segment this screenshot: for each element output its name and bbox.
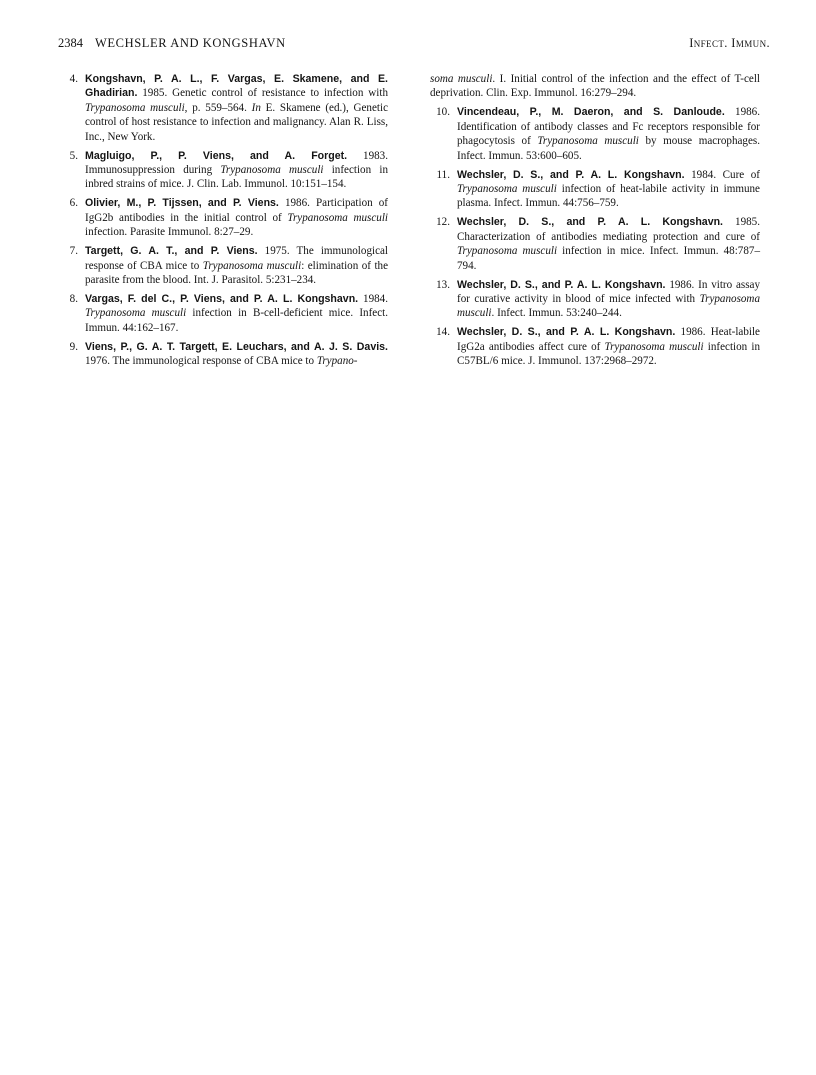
reference-entry [58, 244, 388, 287]
reference-number: 12. [436, 216, 450, 229]
reference-text: 1985. Genetic control of resistance to infection with [137, 87, 388, 100]
reference-entry [430, 168, 760, 211]
reference-number: 7. [69, 245, 78, 258]
reference-entry [58, 196, 388, 239]
reference-entry [58, 149, 388, 192]
reference-italic-text: soma musculi [430, 73, 493, 85]
reference-text: 1984. [358, 293, 388, 306]
reference-italic-text: Trypano- [316, 355, 358, 368]
reference-text: 1975. The immunological response of CBA mice to [85, 245, 388, 272]
reference-text: infection in mice. Infect. Immun. 48:787–794. [457, 245, 760, 272]
reference-text: 1986. Heat-labile IgG2a antibodies affect cure of [457, 326, 760, 353]
reference-italic-text: Trypanosoma musculi [287, 211, 388, 224]
reference-italic-text: Trypanosoma musculi [202, 259, 302, 272]
reference-authors: Vincendeau, P., M. Daeron, and S. Danloude. [457, 106, 725, 119]
reference-text: infection in C57BL/6 mice. J. Immunol. 137:2968–2972. [457, 340, 760, 368]
reference-italic-text: Trypanosoma musculi [604, 340, 704, 353]
running-authors: WECHSLER AND KONGSHAVN [95, 36, 286, 50]
reference-entry [58, 292, 388, 335]
reference-number: 4. [69, 73, 78, 85]
reference-authors: Kongshavn, P. A. L., F. Vargas, E. Skamene, and E. Ghadirian. [85, 73, 388, 100]
reference-italic-text: Trypanosoma musculi [85, 101, 185, 114]
reference-italic-text: Trypanosoma musculi [220, 164, 324, 177]
reference-italic-text: Trypanosoma musculi [85, 307, 187, 320]
reference-authors: Targett, G. A. T., and P. Viens. [85, 245, 258, 258]
reference-entry [430, 278, 760, 321]
reference-entry [58, 340, 388, 369]
reference-authors: Olivier, M., P. Tijssen, and P. Viens. [85, 197, 279, 210]
reference-text: . I. Initial control of the infection and the effect of T-cell deprivation. Clin. Exp. Immunol. 16:279–294. [430, 73, 760, 100]
journal-name: Infect. Immun. [689, 36, 770, 50]
references-right-column [430, 72, 760, 373]
reference-text: infection of heat-labile activity in immune plasma. Infect. Immun. 44:756–759. [457, 183, 760, 210]
reference-italic-text: Trypanosoma musculi [537, 135, 639, 148]
reference-text: E. Skamene (ed.), Genetic control of host resistance to infection and malignancy. Alan R. Liss, Inc., New York. [85, 101, 388, 143]
reference-authors: Vargas, F. del C., P. Viens, and P. A. L. Kongshavn. [85, 293, 359, 306]
reference-authors: Wechsler, D. S., and P. A. L. Kongshavn. [457, 168, 685, 181]
reference-authors: Wechsler, D. S., and P. A. L. Kongshavn. [457, 216, 723, 229]
reference-number: 9. [69, 340, 78, 353]
reference-number: 5. [69, 149, 78, 162]
running-header [58, 36, 770, 56]
reference-authors: Wechsler, D. S., and P. A. L. Kongshavn. [457, 278, 666, 291]
reference-italic-text: Trypanosoma musculi [457, 245, 558, 258]
reference-text: 1983. Immunosuppression during [85, 149, 388, 177]
reference-number: 10. [436, 106, 450, 119]
references-left-column [58, 72, 388, 373]
reference-number: 6. [69, 197, 78, 210]
reference-number: 8. [69, 293, 78, 306]
page-number: 2384 [58, 36, 83, 50]
reference-authors: Magluigo, P., P. Viens, and A. Forget. [85, 149, 348, 162]
reference-text: 1976. The immunological response of CBA mice to [85, 355, 317, 368]
reference-italic-text: Trypanosoma musculi [457, 183, 557, 196]
reference-text: , p. 559–564. [184, 101, 252, 114]
reference-number: 14. [436, 326, 450, 339]
reference-authors: Viens, P., G. A. T. Targett, E. Leuchars, and A. J. S. Davis. [85, 340, 388, 353]
reference-entry [430, 72, 760, 101]
reference-number: 11. [436, 168, 450, 181]
reference-text: infection. Parasite Immunol. 8:27–29. [85, 226, 254, 239]
reference-text: . Infect. Immun. 53:240–244. [491, 307, 622, 320]
reference-entry [430, 325, 760, 368]
reference-text: by mouse macrophages. Infect. Immun. 53:600–605. [457, 135, 760, 162]
reference-text: 1985. Characterization of antibodies mediating protection and cure of [457, 216, 760, 243]
reference-text: 1986. Participation of IgG2b antibodies in the initial control of [85, 197, 388, 224]
reference-italic-text: Trypanosoma musculi [457, 293, 760, 320]
reference-text: : elimination of the parasite from the blood. Int. J. Parasitol. 5:231–234. [85, 259, 388, 287]
reference-entry [58, 72, 388, 144]
reference-text: infection in B-cell-deficient mice. Infect. Immun. 44:162–167. [85, 307, 388, 334]
reference-text: infection in inbred strains of mice. J. Clin. Lab. Immunol. 10:151–154. [85, 164, 388, 191]
reference-entry [430, 215, 760, 273]
reference-number: 13. [436, 278, 450, 291]
reference-entry [430, 105, 760, 163]
reference-text: 1984. Cure of [684, 168, 760, 181]
reference-text: 1986. Identification of antibody classes and Fc receptors responsible for phagocytosis of [457, 106, 761, 148]
reference-authors: Wechsler, D. S., and P. A. L. Kongshavn. [457, 326, 676, 339]
reference-italic-text: In [251, 101, 261, 114]
reference-text: 1986. In vitro assay for curative activity in blood of mice infected with [457, 278, 761, 306]
